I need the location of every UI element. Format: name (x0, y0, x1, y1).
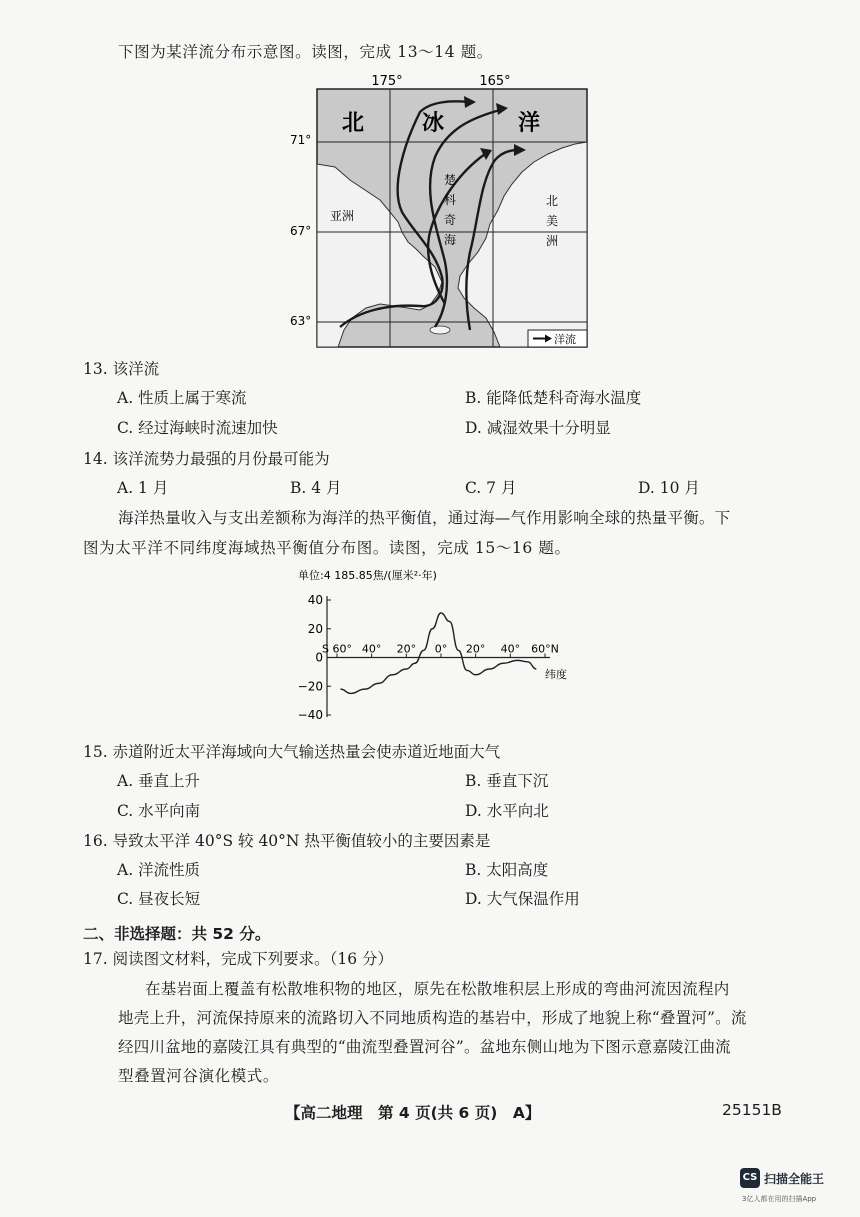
ocean-label-char: 洋 (518, 111, 541, 136)
q17-paragraph-line: 地壳上升，河流保持原来的流路切入不同地质构造的基岩中，形成了地貌上称“叠置河”。流 (118, 1009, 747, 1027)
camscanner-logo-icon: CS (740, 1168, 760, 1188)
q13-option-c: C. 经过海峡时流速加快 (117, 419, 278, 437)
y-tick-label: 40 (307, 593, 323, 607)
y-tick-label: 20 (307, 621, 323, 636)
q14-option-d: D. 10 月 (638, 479, 700, 497)
intro-text-2-line1: 海洋热量收入与支出差额称为海洋的热平衡值，通过海—气作用影响全球的热量平衡。下 (118, 509, 731, 527)
scanner-app-name: 扫描全能王 (764, 1172, 825, 1186)
ocean-current-map (290, 72, 592, 352)
intro-text-2-line2: 图为太平洋不同纬度海域热平衡值分布图。读图，完成 15～16 题。 (83, 539, 571, 557)
chart-axes (327, 596, 550, 717)
y-tick-label: −20 (297, 679, 323, 694)
lon-label-165: 165° (479, 74, 511, 89)
q17-paragraph-line: 型叠置河谷演化模式。 (118, 1067, 280, 1085)
scanner-watermark (740, 1168, 848, 1208)
sea-label-char: 海 (443, 233, 457, 247)
q14-option-b: B. 4 月 (290, 479, 342, 497)
x-tick-label: 40° (361, 642, 382, 656)
x-tick-label: 20° (465, 642, 486, 656)
sea-label-char: 奇 (443, 213, 457, 227)
lat-label-71: 71° (290, 133, 312, 147)
map-legend (528, 330, 587, 347)
y-tick-label: −40 (297, 708, 323, 722)
q13-stem: 13. 该洋流 (83, 360, 160, 378)
x-tick-label: 20° (396, 642, 417, 656)
lat-label-67: 67° (290, 224, 312, 238)
q15-option-b: B. 垂直下沉 (465, 772, 549, 790)
paper-code: 25151B (722, 1101, 782, 1119)
chart-unit-label: 单位:4 185.85焦/(厘米²·年) (298, 569, 437, 582)
q17-paragraph-line: 在基岩面上覆盖有松散堆积物的地区，原先在松散堆积层上形成的弯曲河流因流程内 (145, 980, 730, 998)
q13-option-b: B. 能降低楚科奇海水温度 (465, 389, 642, 407)
q15-option-a: A. 垂直上升 (117, 772, 201, 790)
y-tick-label: 0 (315, 650, 323, 665)
legend-label: 洋流 (554, 333, 576, 346)
q16-option-d: D. 大气保温作用 (465, 890, 580, 908)
na-label-char: 北 (545, 194, 559, 208)
q14-stem: 14. 该洋流势力最强的月份最可能为 (83, 450, 330, 468)
na-label-char: 洲 (545, 234, 559, 248)
scanner-tagline: 3亿人都在用的扫描App (742, 1195, 817, 1203)
heat-balance-chart (280, 565, 590, 730)
q16-option-a: A. 洋流性质 (117, 861, 201, 879)
sea-label-char: 楚 (443, 173, 457, 187)
q16-stem: 16. 导致太平洋 40°S 较 40°N 热平衡值较小的主要因素是 (83, 832, 491, 850)
q14-option-a: A. 1 月 (117, 479, 169, 497)
q16-option-b: B. 太阳高度 (465, 861, 549, 879)
na-label-char: 美 (545, 214, 559, 228)
intro-text-1: 下图为某洋流分布示意图。读图，完成 13～14 题。 (118, 43, 493, 61)
q17-stem: 17. 阅读图文材料，完成下列要求。（16 分） (83, 950, 393, 968)
asia-label: 亚洲 (330, 209, 355, 223)
x-tick-label: 0° (434, 642, 448, 656)
q15-option-d: D. 水平向北 (465, 802, 549, 820)
lon-label-175: 175° (371, 74, 403, 89)
q16-option-c: C. 昼夜长短 (117, 890, 201, 908)
page-footer: 【高二地理 第 4 页(共 6 页) A】 (285, 1104, 541, 1122)
x-tick-label: 60°N (531, 642, 559, 656)
x-tick-label: S 60° (322, 642, 352, 656)
q15-option-c: C. 水平向南 (117, 802, 201, 820)
q14-option-c: C. 7 月 (465, 479, 517, 497)
x-tick-label: 40° (500, 642, 521, 656)
q15-stem: 15. 赤道附近太平洋海域向大气输送热量会使赤道近地面大气 (83, 743, 501, 761)
q13-option-a: A. 性质上属于寒流 (117, 389, 247, 407)
section-2-heading: 二、非选择题：共 52 分。 (83, 925, 271, 943)
ocean-label-char: 冰 (422, 111, 445, 136)
ocean-label-char: 北 (342, 111, 365, 136)
sea-label-char: 科 (443, 193, 457, 207)
lat-label-63: 63° (290, 314, 312, 328)
chart-xlabel: 纬度 (545, 668, 567, 681)
q13-option-d: D. 减湿效果十分明显 (465, 419, 611, 437)
q17-paragraph-line: 经四川盆地的嘉陵江具有典型的“曲流型叠置河谷”。盆地东侧山地为下图示意嘉陵江曲流 (118, 1038, 731, 1056)
